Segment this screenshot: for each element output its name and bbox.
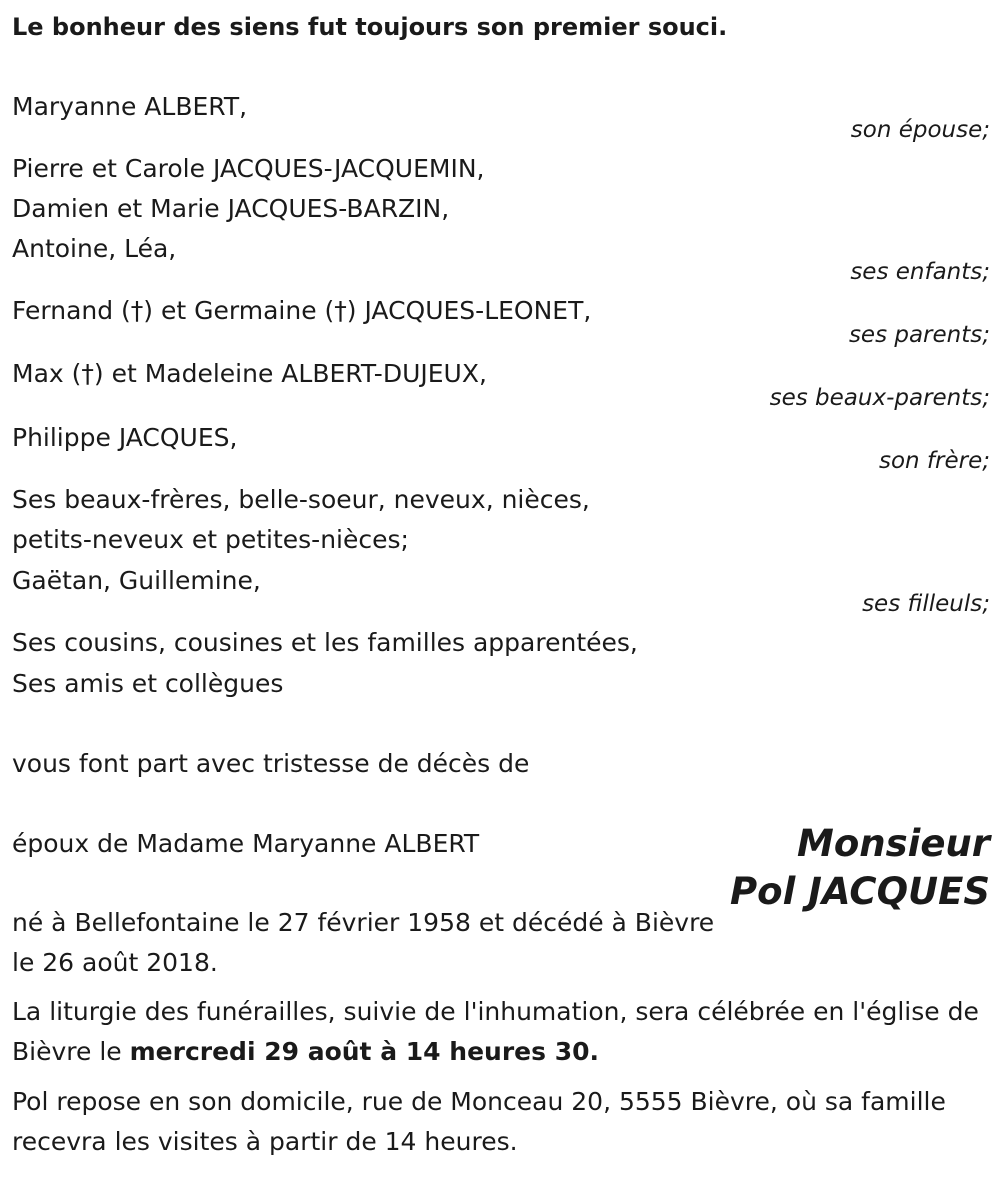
- parents-names: Fernand (†) et Germaine (†) JACQUES-LEONET,: [12, 296, 592, 325]
- spouse-of-line: époux de Madame Maryanne ALBERT: [12, 829, 480, 858]
- relatives-line: Ses beaux-frères, belle-soeur, neveux, nièces,: [12, 485, 590, 514]
- spouse-name: Maryanne ALBERT,: [12, 92, 248, 121]
- others-line: Ses cousins, cousines et les familles apparentées,: [12, 628, 638, 657]
- deceased-title: Monsieur: [797, 822, 990, 865]
- children-role: ses enfants;: [850, 259, 990, 285]
- others-line: Ses amis et collègues: [12, 669, 284, 698]
- motto: Le bonheur des siens fut toujours son premier souci.: [12, 13, 728, 41]
- relatives-line: petits-neveux et petites-nièces;: [12, 525, 409, 554]
- parents-in-law-role: ses beaux-parents;: [769, 385, 990, 411]
- announcement: vous font part avec tristesse de décès de: [12, 749, 530, 778]
- spouse-role: son épouse;: [850, 117, 990, 143]
- parents-in-law-names: Max (†) et Madeleine ALBERT-DUJEUX,: [12, 359, 487, 388]
- godchildren-role: ses filleuls;: [862, 591, 990, 617]
- funeral-date: mercredi 29 août à 14 heures 30.: [129, 1037, 599, 1066]
- visitation-paragraph: Pol repose en son domicile, rue de Monceau 20, 5555 Bièvre, où sa famille recevra les visites à partir de 14 heures.: [12, 1087, 946, 1156]
- child-line: Damien et Marie JACQUES-BARZIN,: [12, 194, 450, 223]
- birth-death-line: le 26 août 2018.: [12, 948, 218, 977]
- obituary-notice: [12, 0, 990, 1177]
- child-line: Pierre et Carole JACQUES-JACQUEMIN,: [12, 154, 485, 183]
- deceased-name: Pol JACQUES: [730, 870, 990, 913]
- godchildren-names: Gaëtan, Guillemine,: [12, 566, 261, 595]
- funeral-paragraph: [12, 992, 990, 1072]
- brother-role: son frère;: [878, 448, 990, 474]
- child-line: Antoine, Léa,: [12, 234, 177, 263]
- parents-role: ses parents;: [848, 322, 990, 348]
- funeral-text: La liturgie des funérailles, suivie de l'inhumation, sera célébrée en l'église de Bièvre le: [12, 997, 979, 1066]
- birth-death-line: né à Bellefontaine le 27 février 1958 et décédé à Bièvre: [12, 908, 715, 937]
- brother-name: Philippe JACQUES,: [12, 423, 238, 452]
